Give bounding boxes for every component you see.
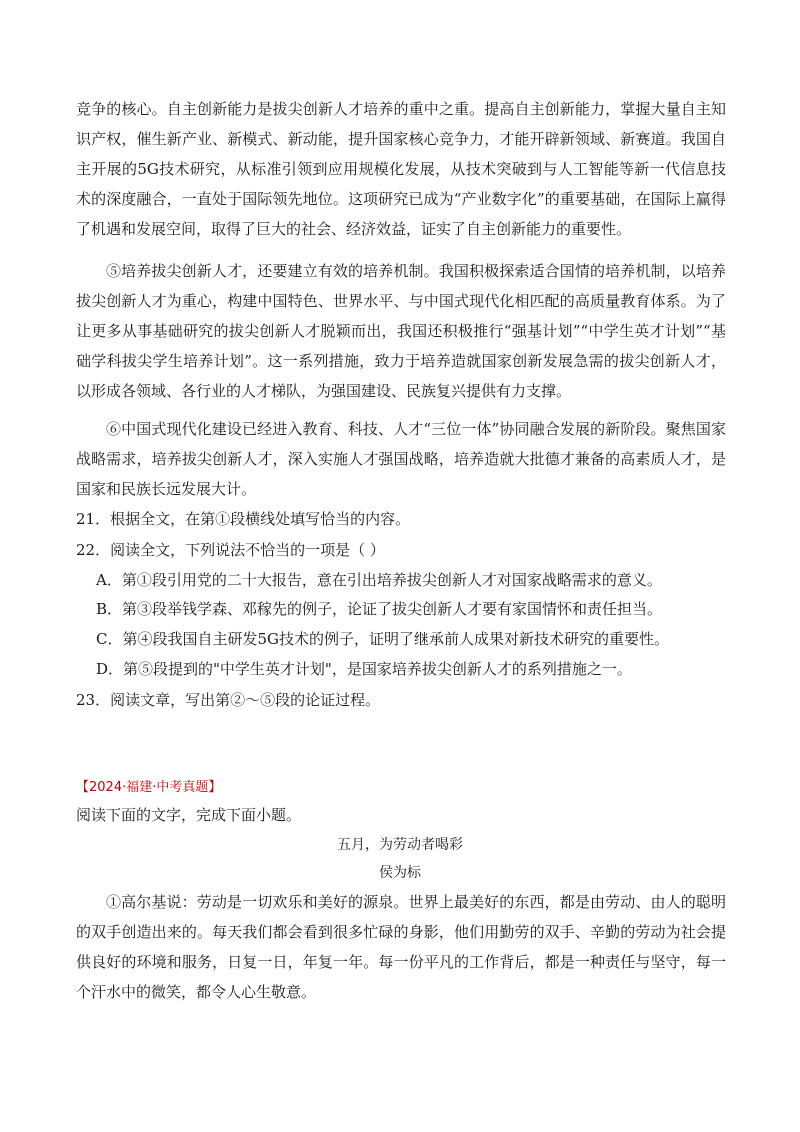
question-22-option-b: B．第③段举钱学森、邓稼先的例子，论证了拔尖创新人才要有家国情怀和责任担当。: [96, 600, 663, 618]
reading-instruction: 阅读下面的文字，完成下面小题。: [76, 806, 302, 824]
question-22: 22．阅读全文，下列说法不恰当的一项是（ ）: [76, 541, 385, 559]
question-21: 21．根据全文，在第①段横线处填写恰当的内容。: [76, 510, 411, 528]
article-author: 侯为标: [379, 865, 421, 881]
article-title: 五月，为劳动者喝彩: [337, 837, 463, 853]
question-22-option-c: C．第④段我国自主研发5G技术的例子，证明了继承前人成果对新技术研究的重要性。: [96, 630, 670, 648]
question-23: 23．阅读文章，写出第②～⑤段的论证过程。: [76, 691, 381, 709]
question-22-option-a: A．第①段引用党的二十大报告，意在引出培养拔尖创新人才对国家战略需求的意义。: [96, 571, 662, 589]
paragraph-5: ⑤培养拔尖创新人才，还要建立有效的培养机制。我国积极探索适合国情的培养机制，以培养拔尖创新人才为重心，构建中国特色、世界水平、与中国式现代化相匹配的高质量教育体系。为了让更多从事基础研究的拔尖创新人才脱颖而出，我国还积极推行“强基计划”“中学生英才计划”“基础学科拔尖学生培养计划”。这一系列措施，致力于培养造就国家创新发展急需的拔尖创新人才，以形成各领域、各行业的人才梯队，为强国建设、民族复兴提供有力支撑。: [76, 262, 726, 400]
paragraph-4-continued: 竞争的核心。自主创新能力是拔尖创新人才培养的重中之重。提高自主创新能力，掌握大量自主知识产权，催生新产业、新模式、新动能，提升国家核心竞争力，才能开辟新领域、新赛道。我国自主开展的5G技术研究，从标准引领到应用规模化发展，从技术突破到与人工智能等新一代信息技术的深度融合，一直处于国际领先地位。这项研究已成为“产业数字化”的重要基础，在国际上赢得了机遇和发展空间，取得了巨大的社会、经济效益，证实了自主创新能力的重要性。: [76, 100, 726, 238]
article-paragraph-1: ①高尔基说：劳动是一切欢乐和美好的源泉。世界上最美好的东西，都是由劳动、由人的聪明的双手创造出来的。每天我们都会看到很多忙碌的身影，他们用勤劳的双手、辛勤的劳动为社会提供良好的环境和服务，日复一日，年复一年。每一份平凡的工作背后，都是一种责任与坚守，每一个汗水中的微笑，都令人心生敬意。: [76, 893, 726, 1001]
paragraph-6: ⑥中国式现代化建设已经进入教育、科技、人才“三位一体”协同融合发展的新阶段。聚焦国家战略需求，培养拔尖创新人才，深入实施人才强国战略，培养造就大批德才兼备的高素质人才，是国家和民族长远发展大计。: [76, 420, 726, 498]
source-tag: 【2024·福建·中考真题】: [76, 780, 222, 795]
question-22-option-d: D．第⑤段提到的"中学生英才计划"，是国家培养拔尖创新人才的系列措施之一。: [96, 660, 632, 678]
